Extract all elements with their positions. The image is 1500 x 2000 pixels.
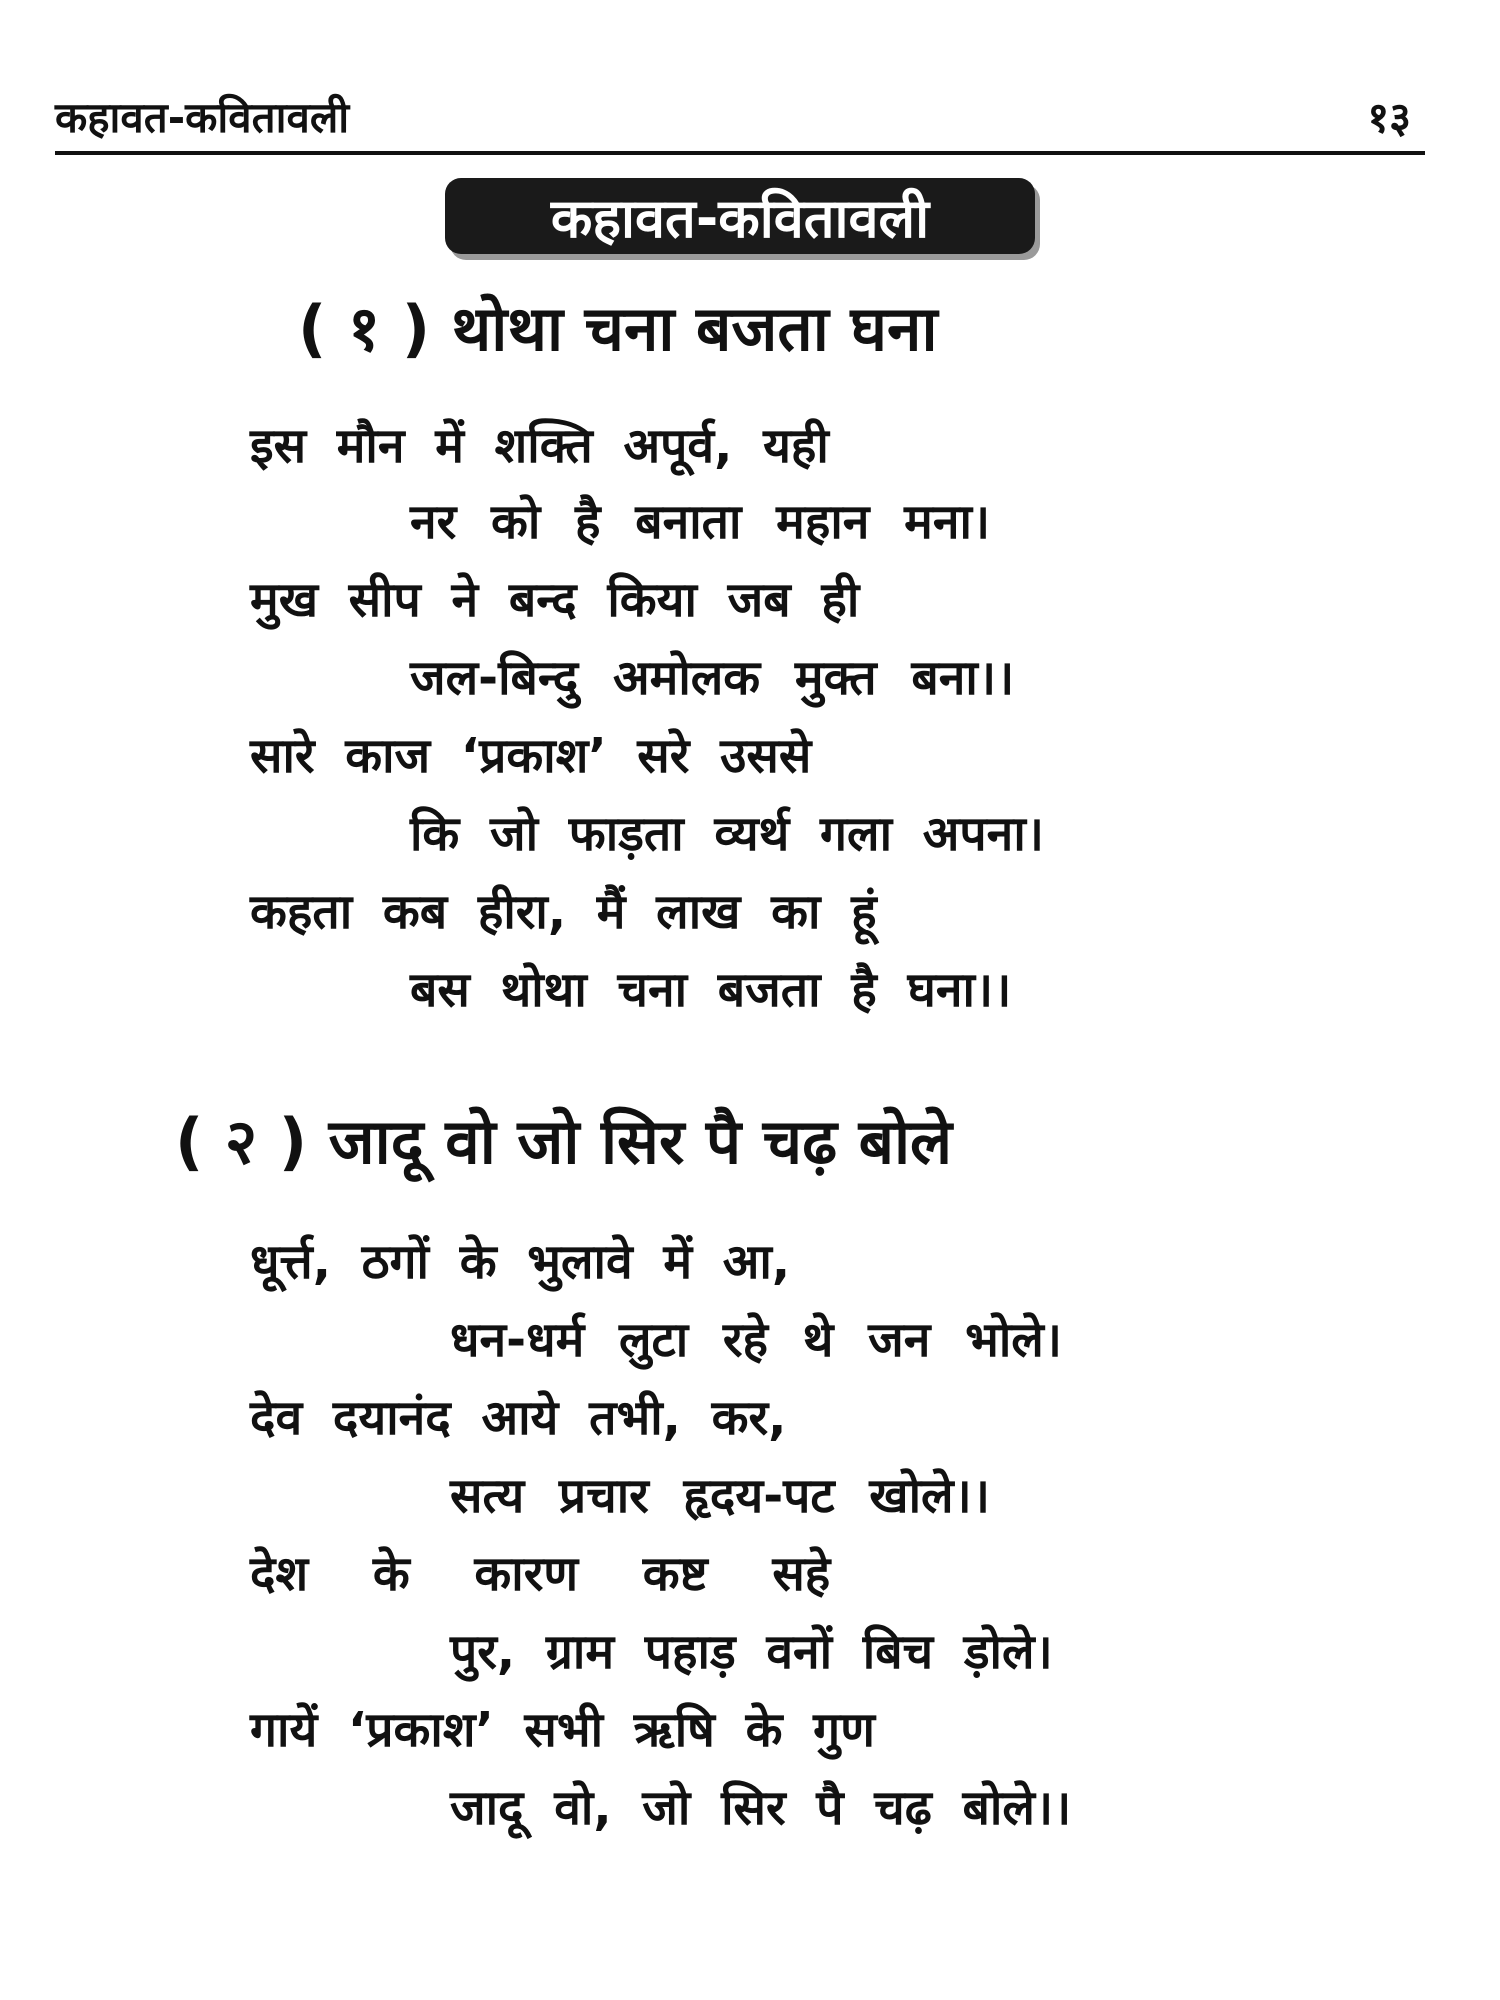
- running-title: कहावत-कवितावली: [55, 93, 350, 142]
- poem-2-line-4: सत्य प्रचार हृदय-पट खोले।।: [450, 1468, 990, 1524]
- poem-title-1: ( १ ) थोथा चना बजता घना: [298, 292, 938, 365]
- poem-2-line-1: धूर्त्त, ठगों के भुलावे में आ,: [250, 1234, 791, 1290]
- running-header: [55, 95, 1425, 155]
- poem-2-line-5: देश के कारण कष्ट सहे: [250, 1546, 831, 1602]
- poem-1-line-2: नर को है बनाता महान मना।: [410, 494, 991, 550]
- poem-2-line-8: जादू वो, जो सिर पै चढ़ बोले।।: [450, 1780, 1072, 1836]
- poem-1-line-4: जल-बिन्दु अमोलक मुक्त बना।।: [410, 650, 1015, 706]
- poem-1-line-8: बस थोथा चना बजता है घना।।: [410, 962, 1012, 1018]
- poem-1-line-7: कहता कब हीरा, मैं लाख का हूं: [250, 884, 877, 940]
- page-number: १३: [1367, 93, 1411, 142]
- poem-1-line-1: इस मौन में शक्ति अपूर्व, यही: [250, 418, 829, 474]
- poem-1-line-5: सारे काज ‘प्रकाश’ सरे उससे: [250, 728, 812, 784]
- poem-2-line-3: देव दयानंद आये तभी, कर,: [250, 1390, 787, 1446]
- poem-1-line-3: मुख सीप ने बन्द किया जब ही: [250, 572, 860, 628]
- poem-1-line-6: कि जो फाड़ता व्यर्थ गला अपना।: [410, 806, 1044, 862]
- poem-title-2: ( २ ) जादू वो जो सिर पै चढ़ बोले: [175, 1105, 953, 1178]
- poem-2-line-2: धन-धर्म लुटा रहे थे जन भोले।: [450, 1312, 1062, 1368]
- section-banner: कहावत-कवितावली: [445, 178, 1035, 254]
- poem-2-line-7: गायें ‘प्रकाश’ सभी ऋषि के गुण: [250, 1702, 875, 1758]
- poem-2-line-6: पुर, ग्राम पहाड़ वनों बिच ड़ोले।: [450, 1624, 1053, 1680]
